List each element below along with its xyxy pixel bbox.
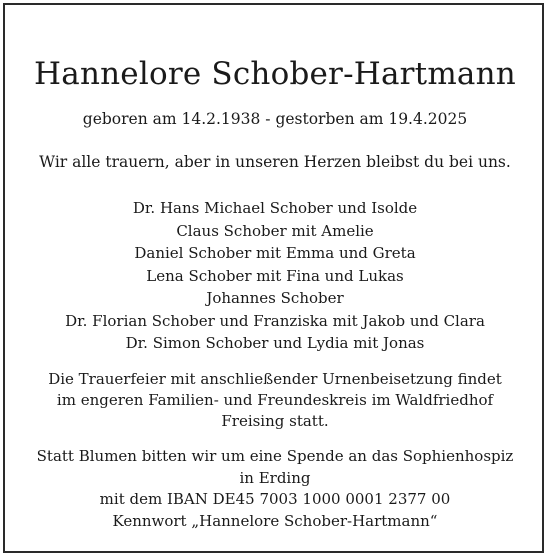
mourner-line: Daniel Schober mit Emma und Greta	[134, 244, 416, 262]
donation-line: in Erding	[239, 468, 311, 487]
funeral-info	[0, 369, 550, 432]
mourner-line: Dr. Simon Schober und Lydia mit Jonas	[125, 334, 425, 352]
donation-keyword: Kennwort „Hannelore Schober-Hartmann“	[112, 511, 438, 530]
funeral-line: Freising statt.	[221, 412, 329, 430]
funeral-line: im engeren Familien- und Freundeskreis im Waldfriedhof	[56, 391, 494, 409]
mourners-list	[0, 197, 550, 355]
funeral-line: Die Trauerfeier mit anschließender Urnenbeisetzung findet	[48, 370, 502, 388]
mourner-line: Dr. Florian Schober und Franziska mit Jakob und Clara	[65, 311, 485, 330]
motto-text: Wir alle trauern, aber in unseren Herzen bleibst du bei uns.	[39, 153, 511, 171]
mourner-line: Lena Schober mit Fina und Lukas	[146, 266, 404, 285]
mourner-line: Dr. Hans Michael Schober und Isolde	[132, 199, 418, 217]
life-dates: geboren am 14.2.1938 - gestorben am 19.4.2025	[82, 110, 468, 128]
deceased-name: Hannelore Schober-Hartmann	[34, 56, 516, 92]
mourner-line: Johannes Schober	[206, 289, 344, 307]
donation-iban: mit dem IBAN DE45 7003 1000 0001 2377 00	[99, 490, 451, 508]
donation-info	[0, 446, 550, 532]
donation-line: Statt Blumen bitten wir um eine Spende an das Sophienhospiz	[36, 447, 514, 465]
mourner-line: Claus Schober mit Amelie	[176, 221, 374, 240]
